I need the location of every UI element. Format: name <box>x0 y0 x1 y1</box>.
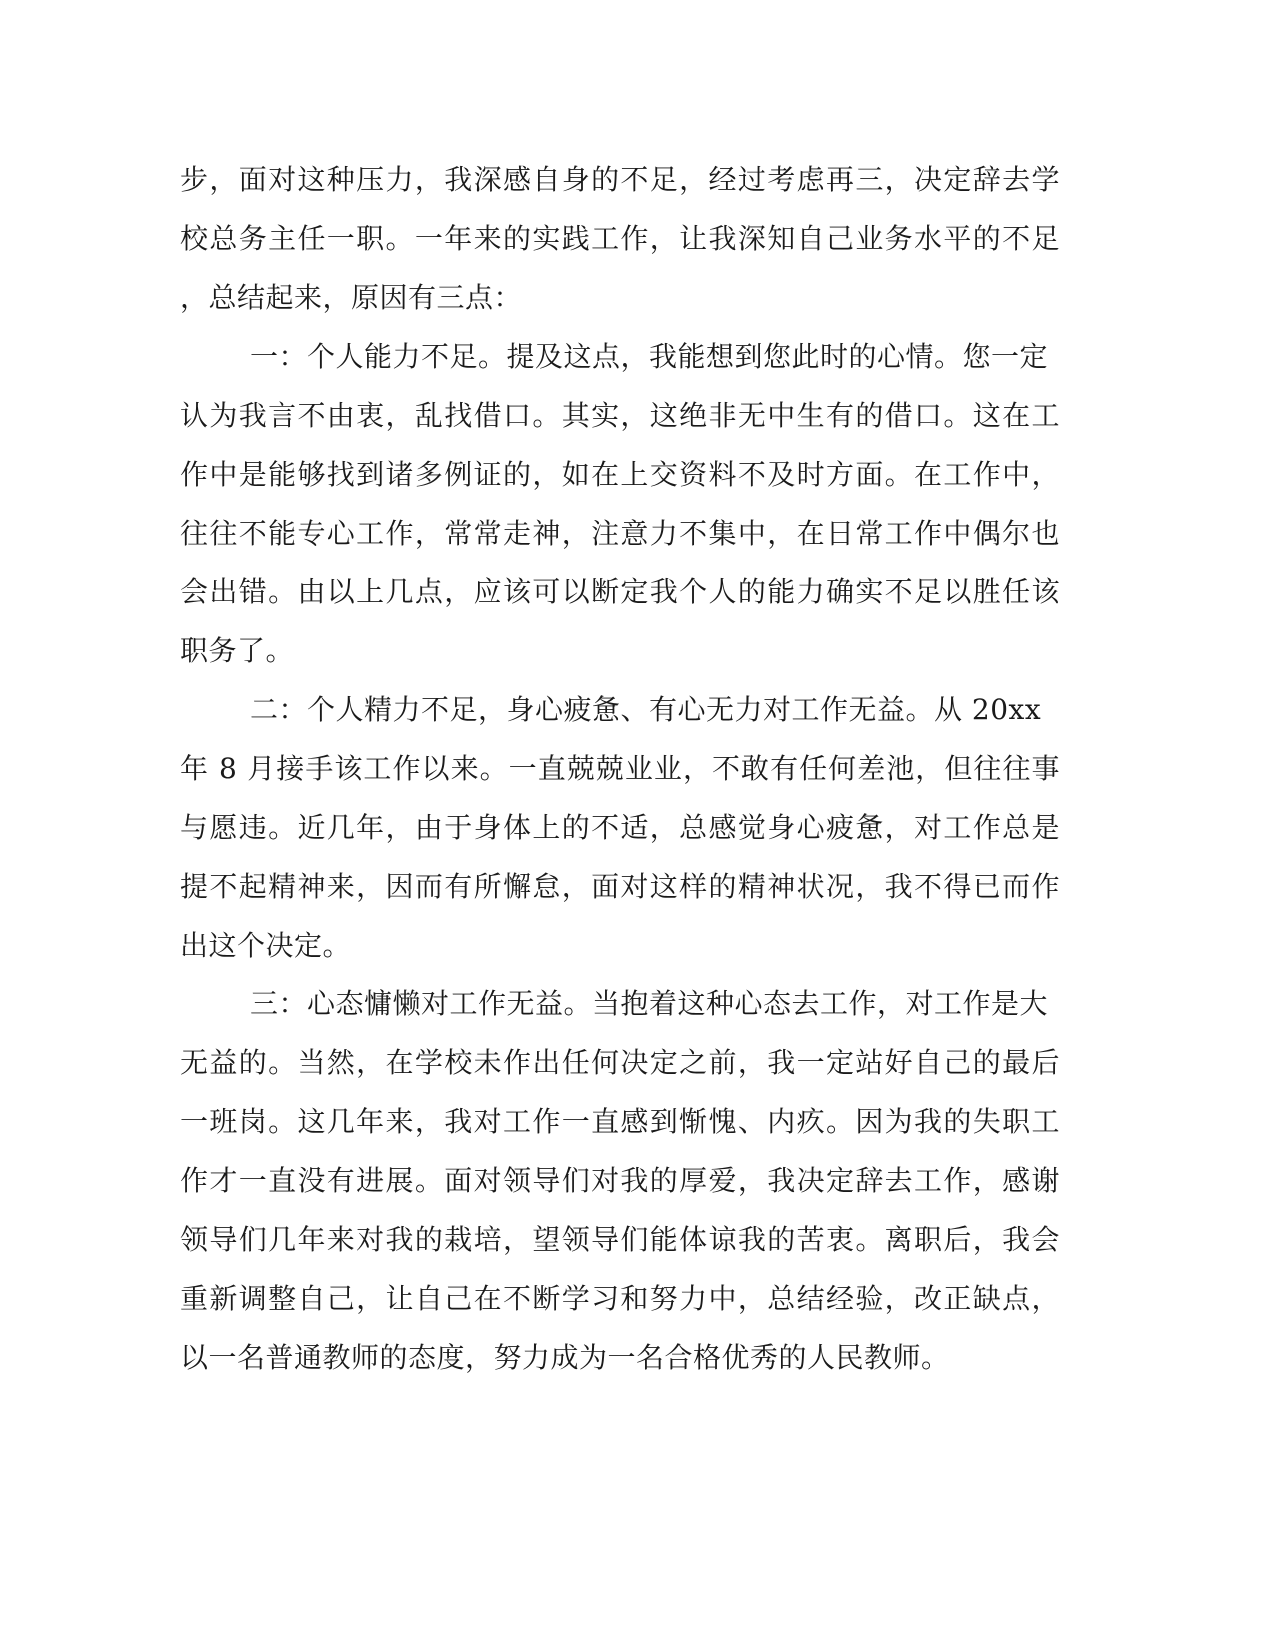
text-line: ，总结起来，原因有三点： <box>180 281 523 314</box>
text-line: 认为我言不由衷，乱找借口。其实，这绝非无中生有的借口。这在工 <box>180 399 1060 432</box>
text-line: 会出错。由以上几点，应该可以断定我个人的能力确实不足以胜任该 <box>180 575 1060 608</box>
text-line: 出这个决定。 <box>180 929 352 962</box>
text-line: 重新调整自己，让自己在不断学习和努力中，总结经验，改正缺点， <box>180 1282 1060 1315</box>
text-line: 二：个人精力不足，身心疲惫、有心无力对工作无益。从 20xx <box>250 693 1042 726</box>
text-line: 年 8 月接手该工作以来。一直兢兢业业，不敢有任何差池，但往往事 <box>180 752 1060 785</box>
text-line: 与愿违。近几年，由于身体上的不适，总感觉身心疲惫，对工作总是 <box>180 811 1060 844</box>
text-line: 以一名普通教师的态度，努力成为一名合格优秀的人民教师。 <box>180 1341 950 1374</box>
text-line: 职务了。 <box>180 634 295 667</box>
text-line: 步，面对这种压力，我深感自身的不足，经过考虑再三，决定辞去学 <box>180 163 1060 196</box>
text-line: 作中是能够找到诸多例证的，如在上交资料不及时方面。在工作中， <box>180 458 1060 491</box>
text-line: 领导们几年来对我的栽培，望领导们能体谅我的苦衷。离职后，我会 <box>180 1223 1060 1256</box>
text-line: 提不起精神来，因而有所懈怠，面对这样的精神状况，我不得已而作 <box>180 870 1060 903</box>
text-line: 一：个人能力不足。提及这点，我能想到您此时的心情。您一定 <box>250 340 1049 373</box>
text-line: 作才一直没有进展。面对领导们对我的厚爱，我决定辞去工作，感谢 <box>180 1164 1060 1197</box>
text-line: 无益的。当然，在学校未作出任何决定之前，我一定站好自己的最后 <box>180 1046 1060 1079</box>
text-line: 往往不能专心工作，常常走神，注意力不集中，在日常工作中偶尔也 <box>180 517 1060 550</box>
text-line: 三：心态慵懒对工作无益。当抱着这种心态去工作，对工作是大 <box>250 987 1049 1020</box>
text-line: 校总务主任一职。一年来的实践工作，让我深知自己业务水平的不足 <box>180 222 1060 255</box>
text-line: 一班岗。这几年来，我对工作一直感到惭愧、内疚。因为我的失职工 <box>180 1105 1060 1138</box>
